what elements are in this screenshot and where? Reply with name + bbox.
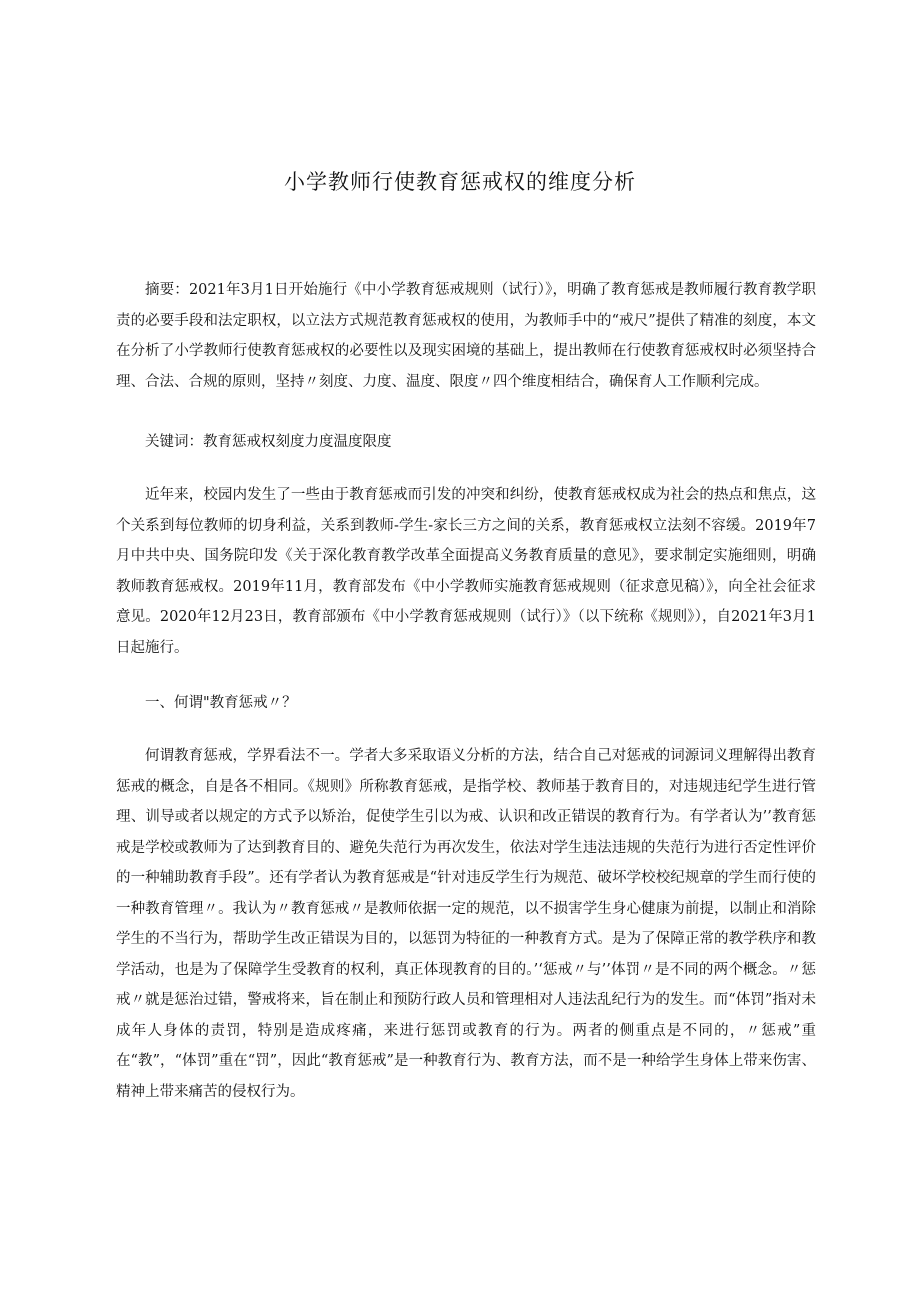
body-paragraph: 何谓教育惩戒，学界看法不一。学者大多采取语义分析的方法，结合自己对惩戒的词源词义理解得出教育惩戒的概念，自是各不相同。《规则》所称教育惩戒，是指学校、教师基于教育目的，对违规违纪学生进行管理、训导或者以规定的方式予以矫治，促使学生引以为戒、认识和改正错误的教育行为。有学者认为’’教育惩戒是学校或教师为了达到教育目的、避免失范行为再次发生，依法对学生违法违规的失范行为进行否定性评价的一种辅助教育手段”。还有学者认为教育惩戒是“针对违反学生行为规范、破坏学校校纪规章的学生而行使的一种教育管理〃。我认为〃教育惩戒〃是教师依据一定的规范，以不损害学生身心健康为前提，以制止和消除学生的不当行为，帮助学生改正错误为目的，以惩罚为特征的一种教育方式。是为了保障正常的教学秩序和教学活动，也是为了保障学生受教育的权利，真正体现教育的目的。’‘惩戒〃与’’体罚〃是不同的两个概念。〃惩戒〃就是惩治过错，警戒将来，旨在制止和预防行政人员和管理相对人违法乱纪行为的发生。而“体罚”指对未成年人身体的责罚，特别是造成疼痛，来进行惩罚或教育的行为。两者的侧重点是不同的，〃惩戒”重在“教”，“体罚”重在“罚”，因此“教育惩戒”是一种教育行为、教育方法，而不是一种给学生身体上带来伤害、精神上带来痛苦的侵权行为。 bbox=[116, 748, 816, 1100]
section-heading: 一、何谓"教育惩戒〃？ bbox=[145, 695, 297, 711]
intro-paragraph: 近年来，校园内发生了一些由于教育惩戒而引发的冲突和纠纷，使教育惩戒权成为社会的热点和焦点，这个关系到每位教师的切身利益，关系到教师-学生-家长三方之间的关系，教育惩戒权立法刻不容缓。2019年7月中共中央、国务院印发《关于深化教育教学改革全面提高义务教育质量的意见》，要求制定实施细则，明确教师教育惩戒权。2019年11月，教育部发布《中小学教师实施教育惩戒规则（征求意见稿）》，向全社会征求意见。2020年12月23日，教育部颁布《中小学教育惩戒规则（试行）》（以下统称《规则》），自2021年3月1日起施行。 bbox=[116, 487, 816, 656]
abstract-paragraph: 摘要：2021年3月1日开始施行《中小学教育惩戒规则（试行）》，明确了教育惩戒是教师履行教育教学职责的必要手段和法定职权，以立法方式规范教育惩戒权的使用，为教师手中的“戒尺”提供了精准的刻度，本文在分析了小学教师行使教育惩戒权的必要性以及现实困境的基础上，提出教师在行使教育惩戒权时必须坚持合理、合法、合规的原则，坚持〃刻度、力度、温度、限度〃四个维度相结合，确保育人工作顺利完成。 bbox=[116, 282, 816, 390]
keywords-line: 关键词：教育惩戒权刻度力度温度限度 bbox=[145, 434, 392, 450]
page-title: 小学教师行使教育惩戒权的维度分析 bbox=[284, 170, 636, 194]
